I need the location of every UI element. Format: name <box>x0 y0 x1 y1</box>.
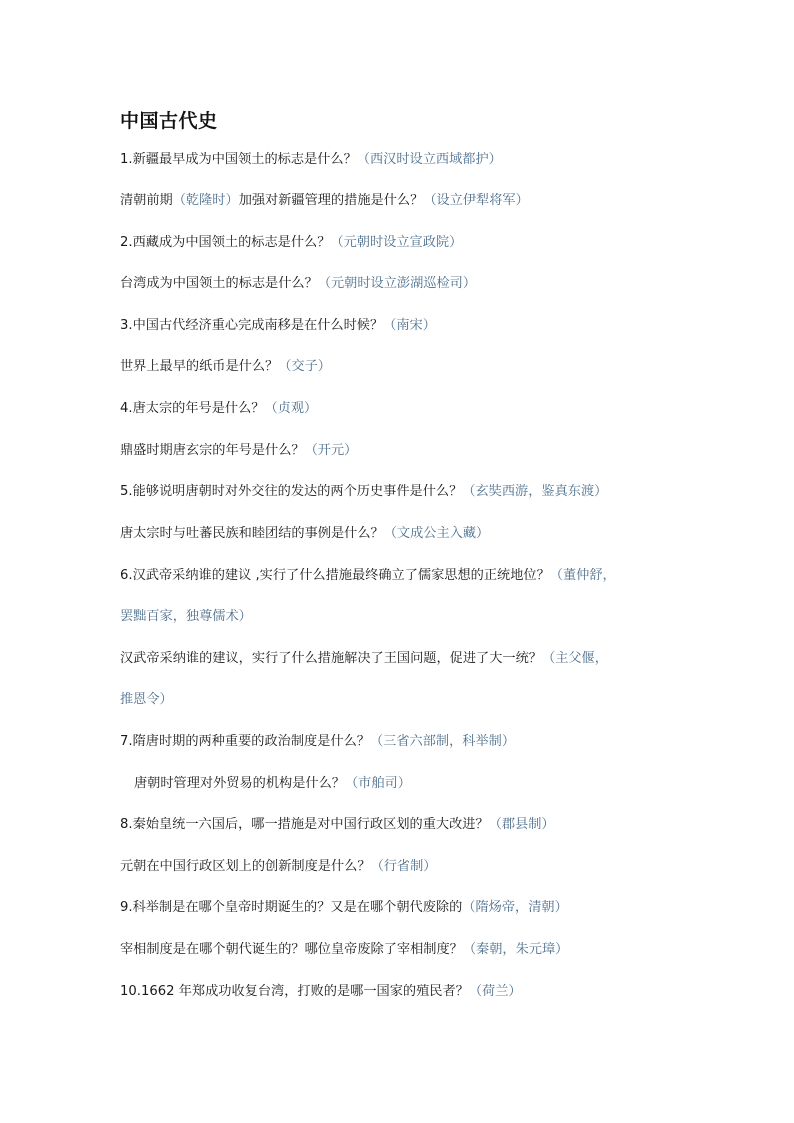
answer-text: （元朝时设立澎湖巡检司） <box>317 276 477 291</box>
question-text: 7.隋唐时期的两种重要的政治制度是什么？ <box>120 734 370 749</box>
question-text: 8.秦始皇统一六国后，哪一措施是对中国行政区划的重大改进？ <box>120 817 489 832</box>
answer-text: （市舶司） <box>345 776 411 791</box>
answer-text: （交子） <box>278 359 331 374</box>
qa-line-19 <box>120 899 700 917</box>
qa-line-9 <box>120 483 700 501</box>
qa-line-8 <box>120 442 700 460</box>
qa-line-18 <box>120 858 700 876</box>
question-text: 世界上最早的纸币是什么？ <box>120 359 279 374</box>
qa-line-6 <box>120 358 700 376</box>
question-text: 5.能够说明唐朝时对外交往的发达的两个历史事件是什么？ <box>120 484 463 499</box>
question-text: 4.唐太宗的年号是什么？ <box>120 401 265 416</box>
answer-text: （西汉时设立西域都护） <box>356 152 502 167</box>
question-text: 10.1662 年郑成功收复台湾，打败的是哪一国家的殖民者？ <box>120 984 469 999</box>
question-text: 1.新疆最早成为中国领土的标志是什么？ <box>120 152 357 167</box>
qa-line-12 <box>120 608 700 626</box>
qa-line-17 <box>120 816 700 834</box>
qa-line-14 <box>120 691 700 709</box>
qa-line-5 <box>120 317 700 335</box>
answer-text: （南宋） <box>383 318 436 333</box>
answer-text: （设立伊犁将军） <box>423 193 529 208</box>
answer-text: （主父偃， <box>542 651 608 666</box>
qa-line-1 <box>120 151 700 169</box>
question-text: 鼎盛时期唐玄宗的年号是什么？ <box>120 443 305 458</box>
answer-text: （秦朝，朱元璋） <box>462 942 569 957</box>
answer-text: （乾隆时） <box>172 193 239 208</box>
qa-line-2 <box>120 192 700 210</box>
question-text: 唐太宗时与吐蕃民族和睦团结的事例是什么？ <box>120 526 384 541</box>
question-text: 宰相制度是在哪个朝代诞生的？哪位皇帝废除了宰相制度？ <box>120 942 463 957</box>
answer-text: （开元） <box>304 443 358 458</box>
answer-text: （隋炀帝，清朝） <box>462 900 568 915</box>
qa-line-20 <box>120 941 700 959</box>
question-text: 2.西藏成为中国领土的标志是什么？ <box>120 235 331 250</box>
question-text: 3.中国古代经济重心完成南移是在什么时候？ <box>120 318 384 333</box>
answer-text: （贞观） <box>264 401 318 416</box>
qa-line-7 <box>120 400 700 418</box>
question-text: 台湾成为中国领土的标志是什么？ <box>120 276 318 291</box>
question-text: 加强对新疆管理的措施是什么？ <box>238 193 424 208</box>
question-text: 9.科举制是在哪个皇帝时期诞生的？又是在哪个朝代废除的 <box>120 900 463 915</box>
answer-text: 推恩令） <box>120 692 173 707</box>
answer-text: （董仲舒， <box>549 568 616 583</box>
qa-line-21 <box>120 983 700 1001</box>
question-text: 唐朝时管理对外贸易的机构是什么？ <box>134 776 345 791</box>
qa-line-11 <box>120 567 700 585</box>
qa-line-4 <box>120 275 700 293</box>
qa-line-15 <box>120 733 700 751</box>
question-text: 汉武帝采纳谁的建议，实行了什么措施解决了王国问题，促进了大一统？ <box>120 651 542 666</box>
qa-line-3 <box>120 234 700 252</box>
answer-text: （荷兰） <box>468 984 522 999</box>
question-text: 6.汉武帝采纳谁的建议 ,实行了什么措施最终确立了儒家思想的正统地位？ <box>120 568 550 583</box>
document-title: 中国古代史 <box>120 110 218 132</box>
answer-text: （三省六部制，科举制） <box>369 734 516 749</box>
answer-text: （行省制） <box>370 859 437 874</box>
answer-text: （元朝时设立宣政院） <box>330 235 463 250</box>
answer-text: （玄奘西游，鉴真东渡） <box>462 484 608 499</box>
question-text: 元朝在中国行政区划上的创新制度是什么？ <box>120 859 371 874</box>
answer-text: 罢黜百家，独尊儒术） <box>120 609 252 624</box>
answer-text: （文成公主入藏） <box>383 526 490 541</box>
qa-line-16 <box>134 775 714 793</box>
question-text: 清朝前期 <box>120 193 173 208</box>
qa-line-10 <box>120 525 700 543</box>
answer-text: （郡县制） <box>488 817 555 832</box>
qa-line-13 <box>120 650 700 668</box>
